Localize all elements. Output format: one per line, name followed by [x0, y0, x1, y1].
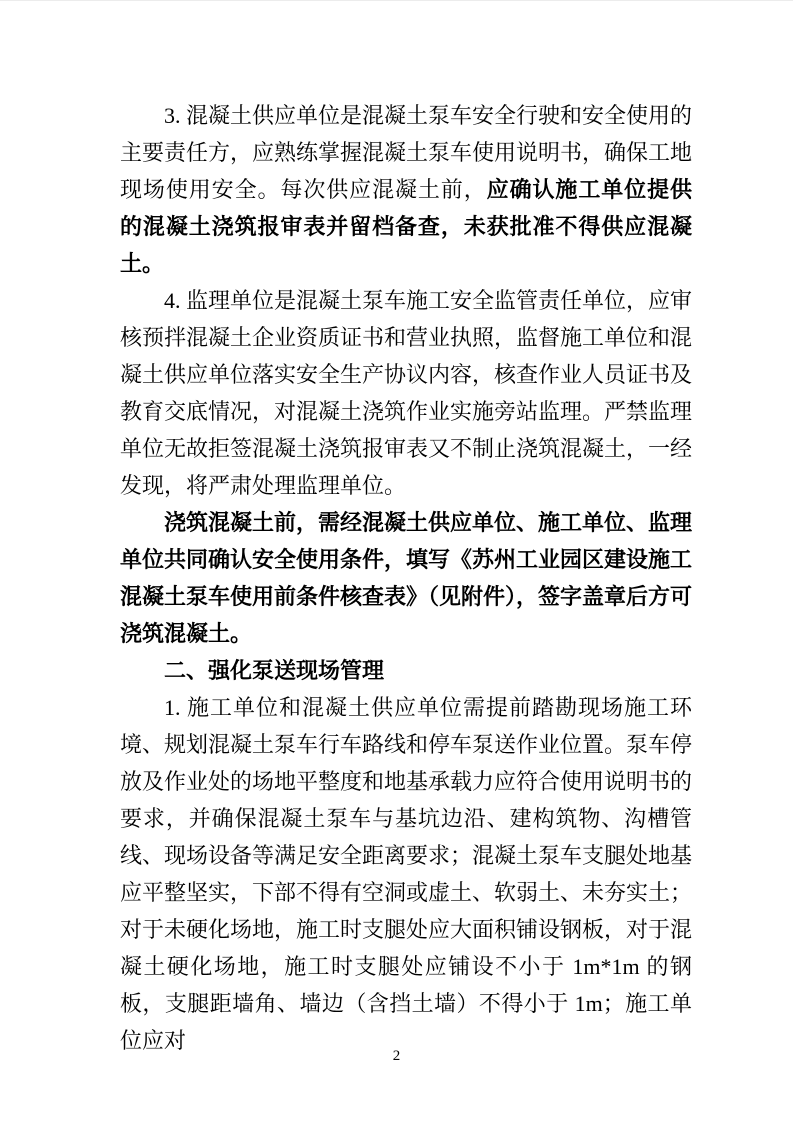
paragraph-pre-pour-confirmation: 浇筑混凝土前，需经混凝土供应单位、施工单位、监理单位共同确认安全使用条件，填写《苏州工业园区建设施工混凝土泵车使用前条件核查表》（见附件），签字盖章后方可浇筑混凝土。 [120, 510, 693, 646]
page-number: 2 [392, 1048, 401, 1064]
page-footer [0, 1049, 793, 1064]
document-body [120, 97, 692, 1059]
paragraph-concrete-supplier-duty-text: 3. 混凝土供应单位是混凝土泵车安全行驶和安全使用的主要责任方，应熟练掌握混凝土泵车使用说明书，确保工地现场使用安全。每次供应混凝土前， [120, 103, 693, 202]
paragraph-site-survey-requirements: 1. 施工单位和混凝土供应单位需提前踏勘现场施工环境、规划混凝土泵车行车路线和停车泵送作业位置。泵车停放及作业处的场地平整度和地基承载力应符合使用说明书的要求，并确保混凝土泵车与基坑边沿、建构筑物、沟槽管线、现场设备等满足安全距离要求；混凝土泵车支腿处地基应平整坚实，下部不得有空洞或虚土、软弱土、未夯实土；对于未硬化场地，施工时支腿处应大面积铺设钢板，对于混凝土硬化场地，施工时支腿处应铺设不小于 1m*1m 的钢板，支腿距墙角、墙边（含挡土墙）不得小于 1m；施工单位应对 [120, 695, 693, 1053]
paragraph-concrete-supplier-duty-bold-text: 应确认施工单位提供的混凝土浇筑报审表并留档备查，未获批准不得供应混凝土。 [120, 177, 692, 276]
paragraph-supervision-unit-duty: 4. 监理单位是混凝土泵车施工安全监管责任单位，应审核预拌混凝土企业资质证书和营业执照，监督施工单位和混凝土供应单位落实安全生产协议内容，核查作业人员证书及教育交底情况，对混凝土浇筑作业实施旁站监理。严禁监理单位无故拒签混凝土浇筑报审表又不制止浇筑混凝土，一经发现，将严肃处理监理单位。 [120, 288, 693, 498]
section-heading-pumping-site-management: 二、强化泵送现场管理 [164, 658, 385, 683]
paragraph-concrete-supplier-duty [120, 97, 692, 282]
